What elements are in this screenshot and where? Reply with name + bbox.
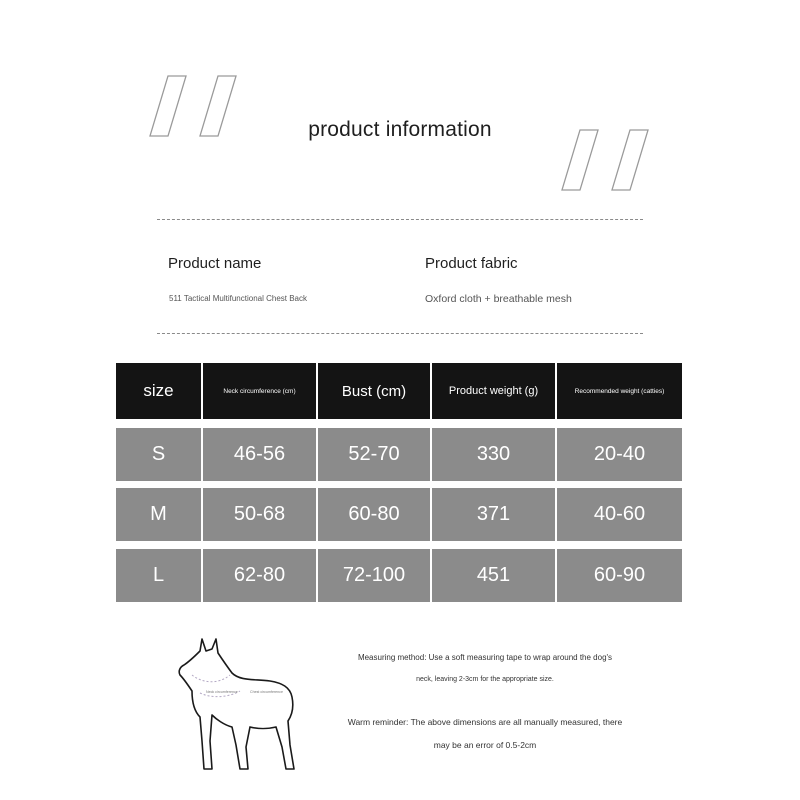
- warm-reminder-line2: may be an error of 0.5-2cm: [433, 740, 537, 750]
- table-cell-product-weight: 330: [432, 428, 555, 481]
- measuring-method-line2: neck, leaving 2-3cm for the appropriate size.: [416, 676, 554, 683]
- header-product-weight: Product weight (g): [432, 363, 555, 419]
- header-bust: Bust (cm): [318, 363, 430, 419]
- warm-reminder-line1: Warm reminder: The above dimensions are all manually measured, there: [347, 717, 623, 727]
- product-name-label: Product name: [168, 255, 262, 272]
- table-cell-bust: 52-70: [318, 428, 430, 481]
- table-cell-size: L: [116, 549, 201, 602]
- page-title: product information: [308, 118, 492, 141]
- header-recommended-weight: Recommended weight (catties): [557, 363, 682, 419]
- size-table: [116, 363, 682, 603]
- table-cell-recommended-weight: 40-60: [557, 488, 682, 541]
- table-cell-product-weight: 451: [432, 549, 555, 602]
- product-name-value: 511 Tactical Multifunctional Chest Back: [169, 294, 307, 303]
- measuring-method-line1: Measuring method: Use a soft measuring tape to wrap around the dog's: [357, 653, 613, 662]
- dog-outline-icon: [172, 635, 302, 775]
- table-cell-neck: 62-80: [203, 549, 316, 602]
- header-neck: Neck circumference (cm): [203, 363, 316, 419]
- chest-measure-label: Chest circumference: [250, 690, 283, 694]
- product-fabric-label: Product fabric: [425, 255, 518, 272]
- table-cell-size: S: [116, 428, 201, 481]
- neck-measure-label: Neck circumference: [206, 690, 238, 694]
- table-cell-recommended-weight: 20-40: [557, 428, 682, 481]
- table-cell-bust: 72-100: [318, 549, 430, 602]
- table-cell-neck: 46-56: [203, 428, 316, 481]
- table-cell-bust: 60-80: [318, 488, 430, 541]
- close-quote-icon: [558, 126, 654, 192]
- product-fabric-value: Oxford cloth + breathable mesh: [425, 293, 572, 305]
- top-divider: [157, 219, 643, 220]
- table-cell-size: M: [116, 488, 201, 541]
- table-cell-recommended-weight: 60-90: [557, 549, 682, 602]
- bottom-divider: [157, 333, 643, 334]
- table-cell-neck: 50-68: [203, 488, 316, 541]
- header-size: size: [116, 363, 201, 419]
- table-cell-product-weight: 371: [432, 488, 555, 541]
